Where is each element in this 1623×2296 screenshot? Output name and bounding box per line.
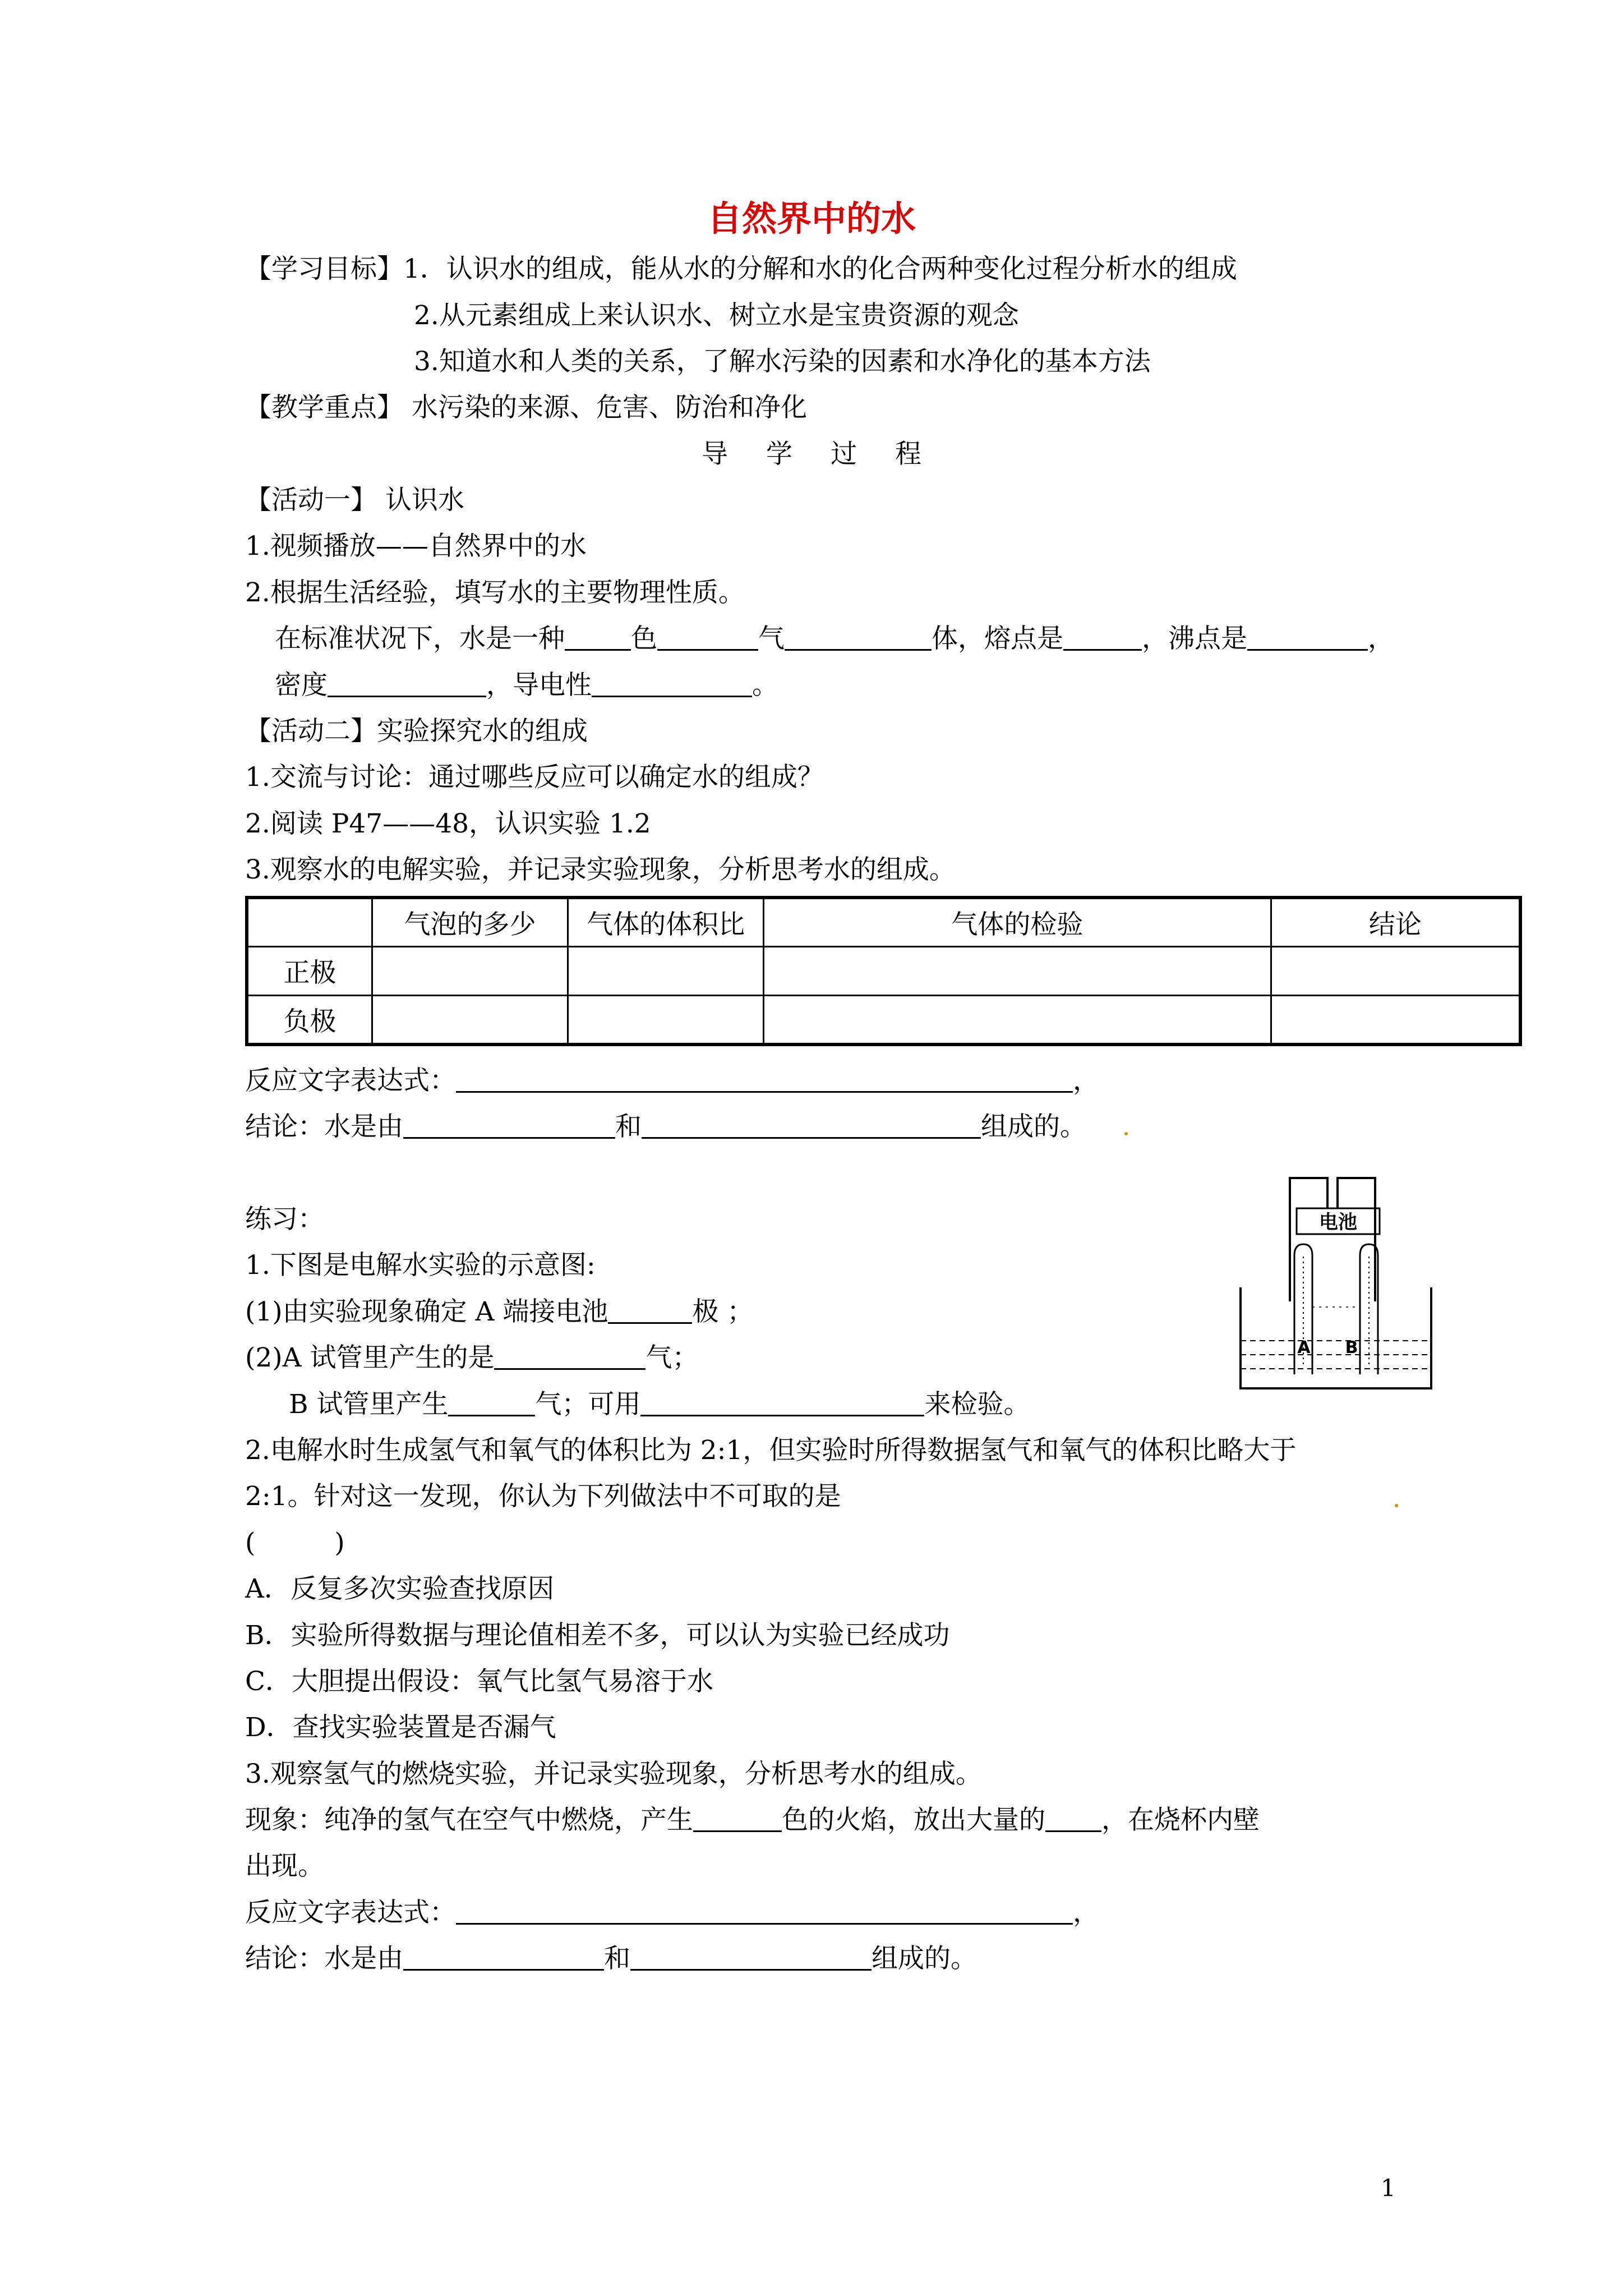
activity2-item-3: 3.观察水的电解实验，并记录实验现象，分析思考水的组成。 [245,854,956,885]
conclusion-line-1 [245,1110,1086,1144]
q2-option-c: C．大胆提出假设：氧气比氢气易溶于水 [245,1666,713,1697]
focus-label: 【教学重点】 [245,392,403,423]
conclusion-text: 和 [615,1111,642,1142]
blank-conductivity[interactable] [592,671,752,697]
q2-line-2: 2:1。针对这一发现，你认为下列做法中不可取的是 [245,1481,841,1512]
q3-phenomenon-2: 出现。 [245,1851,324,1881]
table-cell[interactable] [568,947,764,995]
fill-text: ，沸点是 [1142,623,1247,654]
blank-element-1[interactable] [403,1112,615,1139]
table-cell[interactable] [1271,995,1520,1045]
question-text: 色的火焰，放出大量的 [782,1805,1045,1835]
row-label: 正极 [247,947,372,995]
blank-element-2[interactable] [642,1112,981,1139]
q2-line-1: 2.电解水时生成氢气和氧气的体积比为 2:1，但实验时所得数据氢气和氧气的体积比略大于 [245,1435,1297,1466]
question-text: (1)由实验现象确定 A 端接电池 [245,1296,608,1327]
conclusion-line-2 [245,1942,977,1976]
table-header-row [247,898,1520,947]
fill-text: 体，熔点是 [932,623,1063,654]
fill-line-properties [275,622,1394,656]
blank-smell[interactable] [657,624,758,651]
row-label: 负极 [247,995,372,1045]
answer-bracket[interactable]: ( ) [245,1527,345,1558]
heading-char: 过 [831,439,857,470]
fill-text: 。 [752,670,778,701]
fill-text: ，导电性 [486,670,592,701]
activity2-item-1: 1.交流与讨论：通过哪些反应可以确定水的组成？ [245,762,824,793]
table-cell[interactable] [764,947,1271,995]
table-cell[interactable] [1271,947,1520,995]
table-cell[interactable] [372,947,568,995]
blank-color[interactable] [565,624,631,651]
blank-gas-a[interactable] [494,1343,645,1370]
activity1-item-1: 1.视频播放——自然界中的水 [245,531,587,562]
reaction-line-2 [245,1896,1099,1930]
q2-option-a: A．反复多次实验查找原因 [245,1573,554,1604]
conclusion-text: 和 [604,1943,630,1974]
question-text: (2)A 试管里产生的是 [245,1342,495,1373]
objective-line-1 [245,252,1237,286]
activity1-item-2: 2.根据生活经验，填写水的主要物理性质。 [245,577,745,608]
question-text: B 试管里产生 [289,1389,449,1420]
objective-item: 3.知道水和人类的关系，了解水污染的因素和水净化的基本方法 [414,346,1151,377]
fill-text: 气 [758,623,785,654]
table-cell[interactable] [372,995,568,1045]
blank-element-2[interactable] [630,1944,872,1971]
objectives-label: 【学习目标】 [245,254,403,284]
stray-mark [1395,1504,1398,1507]
question-text: 现象：纯净的氢气在空气中燃烧，产生 [245,1805,693,1835]
q3-phenomenon [245,1803,1260,1837]
blank-test-method[interactable] [640,1390,924,1416]
reaction-line-1 [245,1064,1099,1098]
conclusion-text: 组成的。 [872,1943,977,1974]
blank-state[interactable] [785,624,932,651]
conclusion-text: 结论：水是由 [245,1943,403,1974]
objective-item: 2.从元素组成上来认识水、树立水是宝贵资源的观念 [414,300,1019,331]
table-row [247,947,1520,995]
process-heading [0,438,1623,471]
table-header: 气体的体积比 [568,898,764,947]
reaction-end: ， [1073,1065,1099,1096]
question-text: 极 ； [692,1296,754,1327]
blank-reaction-expression[interactable] [456,1066,1073,1093]
heading-char: 程 [895,439,921,470]
fill-text: 在标准状况下，水是一种 [275,623,565,654]
question-text: 气；可用 [535,1389,641,1420]
reaction-label: 反应文字表达式： [245,1065,456,1096]
blank-electrode[interactable] [608,1297,692,1324]
stray-mark [1124,1132,1128,1135]
electrolysis-table [245,896,1522,1046]
table-row [247,995,1520,1045]
blank-heat[interactable] [1045,1806,1101,1832]
table-cell[interactable] [764,995,1271,1045]
page-number: 1 [1381,2174,1396,2202]
activity2-heading: 【活动二】实验探究水的组成 [245,716,588,747]
table-header: 结论 [1271,898,1520,947]
tube-b-label: B [1345,1338,1358,1358]
tube-a-label: A [1297,1338,1311,1358]
fill-line-density [275,669,778,702]
question-text: 气； [645,1342,699,1373]
q3-intro: 3.观察氢气的燃烧实验，并记录实验现象，分析思考水的组成。 [245,1759,982,1789]
question-text: ，在烧杯内壁 [1101,1805,1260,1835]
conclusion-text: 组成的。 [981,1111,1086,1142]
heading-char: 导 [702,439,728,470]
question-text: 来检验。 [924,1389,1030,1420]
focus-line [245,391,807,425]
activity2-item-2: 2.阅读 P47——48，认识实验 1.2 [245,808,651,839]
q1-part-a [245,1295,753,1329]
fill-text: 色 [631,623,657,654]
table-cell[interactable] [568,995,764,1045]
blank-flame-color[interactable] [693,1806,782,1832]
blank-density[interactable] [328,671,486,697]
blank-element-1[interactable] [403,1944,604,1971]
q2-option-b: B．实验所得数据与理论值相差不多，可以认为实验已经成功 [245,1620,950,1651]
objective-item: 1．认识水的组成，能从水的分解和水的化合两种变化过程分析水的组成 [403,254,1237,284]
reaction-end: ， [1073,1897,1099,1928]
battery-label: 电池 [1319,1211,1357,1234]
activity1-heading: 【活动一】 认识水 [245,485,464,516]
table-header: 气泡的多少 [372,898,568,947]
heading-char: 学 [766,439,792,470]
q1-part-c [289,1388,1030,1421]
table-header [247,898,372,947]
conclusion-text: 结论：水是由 [245,1111,403,1142]
fill-text: ， [1368,623,1394,654]
page-title: 自然界中的水 [707,198,916,239]
reaction-label: 反应文字表达式： [245,1897,456,1928]
blank-boiling-point[interactable] [1247,624,1368,651]
blank-reaction-expression[interactable] [456,1898,1073,1925]
practice-heading: 练习： [245,1204,324,1235]
focus-text: 水污染的来源、危害、防治和净化 [411,392,807,423]
blank-melting-point[interactable] [1063,624,1142,651]
blank-gas-b[interactable] [448,1390,535,1416]
q1-part-b [245,1341,698,1375]
fill-text: 密度 [275,670,328,701]
q2-option-d: D．查找实验装置是否漏气 [245,1712,556,1743]
electrolysis-apparatus-diagram [1228,1172,1447,1397]
q1-intro: 1.下图是电解水实验的示意图: [245,1250,596,1281]
table-header: 气体的检验 [764,898,1271,947]
